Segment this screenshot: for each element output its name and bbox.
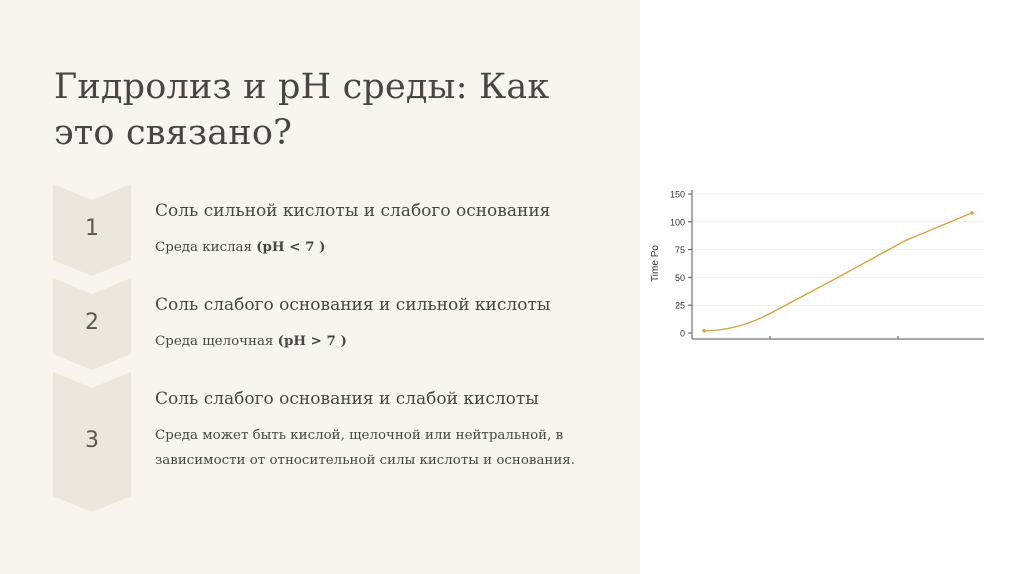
slide-title: Гидролиз и pH среды: Как это связано?	[54, 67, 550, 153]
step-2-ph: (pH > 7 )	[277, 333, 347, 349]
step-1-description	[155, 235, 625, 260]
step-2-heading: Соль слабого основания и сильной кислоты	[155, 295, 551, 315]
step-3-number: 3	[85, 428, 99, 453]
step-2-number: 2	[85, 310, 99, 335]
step-1-number: 1	[85, 216, 99, 241]
series-line	[704, 213, 972, 331]
step-3-description	[155, 423, 595, 473]
y-tick-label: 0	[679, 328, 685, 339]
step-1-heading: Соль сильной кислоты и слабого основания	[155, 201, 551, 221]
y-tick-label: 25	[674, 300, 685, 311]
data-point	[702, 329, 706, 333]
step-3-heading: Соль слабого основания и слабой кислоты	[155, 389, 539, 409]
y-tick-label: 150	[669, 189, 685, 200]
step-3-desc-text: Среда может быть кислой, щелочной или нейтральной, в зависимости от относительной силы кислоты и основания.	[155, 428, 575, 468]
step-1-ph: (pH < 7 )	[256, 239, 326, 255]
y-tick-label: 100	[669, 217, 685, 228]
line-chart	[640, 180, 1024, 380]
y-axis-label: Time Po	[650, 245, 661, 282]
y-tick-label: 50	[674, 272, 685, 283]
step-2-description	[155, 329, 625, 354]
step-2-desc-text: Среда щелочная	[155, 334, 278, 349]
chart-svg	[640, 180, 1024, 380]
y-tick-label: 75	[674, 245, 685, 256]
data-point	[970, 211, 974, 215]
step-1-desc-text: Среда кислая	[155, 240, 257, 255]
